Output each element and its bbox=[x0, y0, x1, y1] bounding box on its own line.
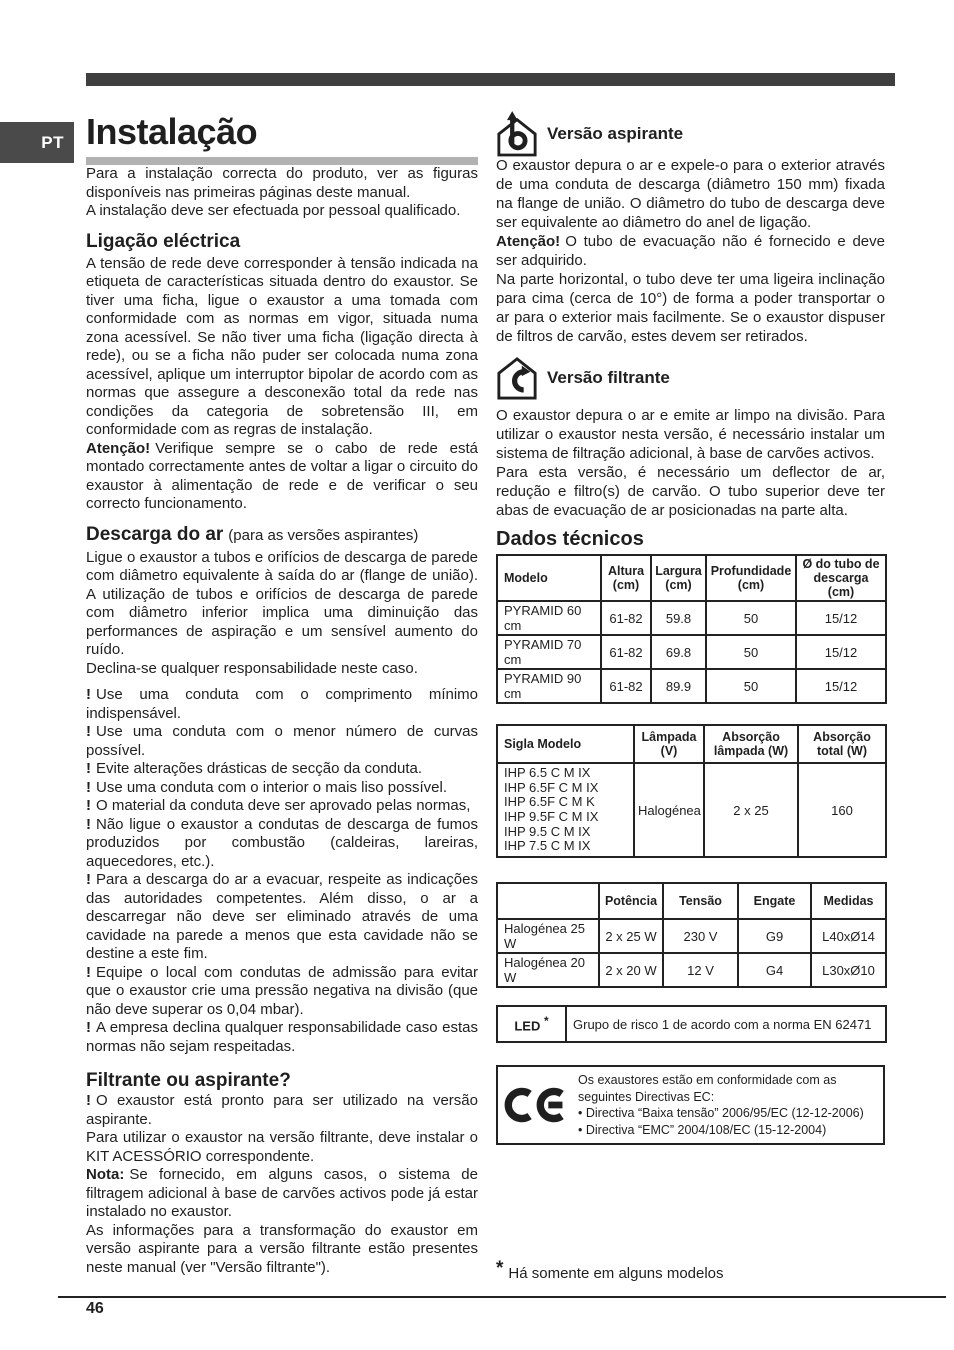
column-header: Ø do tubo de descarga (cm) bbox=[796, 555, 886, 601]
lamp-name-cell: Halogénea 25 W bbox=[497, 919, 599, 953]
dimensions-table bbox=[496, 554, 887, 704]
note-text: Use uma conduta com o comprimento mínimo indispensável. bbox=[86, 686, 478, 722]
suction-version-house-icon bbox=[496, 111, 538, 157]
column-header-empty bbox=[497, 883, 599, 919]
note-item bbox=[86, 816, 478, 872]
filter-q-p3: As informações para a transformação do exaustor em versão aspirante para a versão filtrante estão presentes neste manual (ver "Versão filtrante"). bbox=[86, 1221, 478, 1276]
note-marker: ! bbox=[86, 686, 91, 703]
column-header: Altura (cm) bbox=[601, 555, 651, 601]
note-text: O material da conduta deve ser aprovado pelas normas, bbox=[96, 797, 471, 814]
value-cell: 69.8 bbox=[651, 635, 706, 669]
value-cell: G4 bbox=[738, 953, 811, 987]
table-header-row bbox=[497, 725, 886, 763]
value-cell: 61-82 bbox=[601, 635, 651, 669]
model-cell: PYRAMID 70 cm bbox=[497, 635, 601, 669]
note-text: Use uma conduta com o menor número de curvas possível. bbox=[86, 723, 478, 759]
footer-divider-line bbox=[58, 1296, 946, 1298]
model-list-cell bbox=[497, 763, 634, 857]
lamp-type-cell: Halogénea bbox=[634, 763, 704, 857]
note-item bbox=[86, 797, 478, 816]
section-heading-filter-or-suction: Filtrante ou aspirante? bbox=[86, 1070, 291, 1091]
ce-text bbox=[578, 1072, 883, 1138]
led-asterisk: * bbox=[543, 1014, 549, 1029]
value-cell: 61-82 bbox=[601, 601, 651, 635]
column-header: Absorção lâmpada (W) bbox=[704, 725, 798, 763]
note-marker: ! bbox=[86, 760, 91, 777]
warning-label: Atenção! bbox=[86, 439, 151, 457]
electrical-body: A tensão de rede deve corresponder à tensão indicada na etiqueta de características situada dentro do exaustor. Se tiver uma ficha, ligue o exaustor a uma tomada com conformidade com as normas em vigor, situada numa zona acessível. Se não tiver uma ficha (ligação directa à rede), ou se a ficha não puder ser colocada numa zona acessível, aplique um interruptor bipolar de acordo com as normas que assegure a desconexão total da rede nas condições da categoria de sobretensão III, em conformidade com as regras de instalação. bbox=[86, 254, 478, 438]
model-code: IHP 7.5 C M IX bbox=[504, 838, 591, 854]
note-item bbox=[86, 1019, 478, 1056]
table-row bbox=[497, 1006, 886, 1042]
column-header: Modelo bbox=[497, 555, 601, 601]
halogen-table bbox=[496, 882, 887, 988]
note-text: A empresa declina qualquer responsabilidade caso estas normas não sejam respeitadas. bbox=[86, 1019, 478, 1055]
value-cell: 50 bbox=[706, 635, 796, 669]
top-divider-bar bbox=[86, 73, 895, 86]
warning-label: Atenção! bbox=[496, 233, 561, 250]
language-tab-label: PT bbox=[41, 132, 64, 152]
model-code: IHP 9.5F C M IX bbox=[504, 809, 599, 824]
note-text: Não ligue o exaustor a condutas de descarga de fumos produzidos por combustão (caldeiras, lareiras, aquecedores, etc.). bbox=[86, 815, 478, 870]
table-row bbox=[497, 635, 886, 669]
note-text: Para a descarga do ar a evacuar, respeite as indicações das autoridades competentes. Além disso, o ar a descarregar não deve ser eliminado através de uma cavidade na parede a menos que esta cavidade não se destine a este fim. bbox=[86, 871, 478, 962]
note-marker: ! bbox=[86, 797, 91, 814]
model-cell: PYRAMID 90 cm bbox=[497, 669, 601, 703]
ce-conformity-box bbox=[496, 1065, 885, 1145]
table-row bbox=[497, 669, 886, 703]
filter-version-heading: Versão filtrante bbox=[547, 368, 670, 387]
suction-version-header bbox=[496, 112, 885, 156]
note-item bbox=[86, 723, 478, 760]
note-text: O exaustor está pronto para ser utilizado na versão aspirante. bbox=[86, 1092, 478, 1128]
note-marker: ! bbox=[86, 723, 91, 740]
note-marker: ! bbox=[86, 871, 91, 888]
title-underline-bar bbox=[86, 157, 478, 165]
column-header: Sigla Modelo bbox=[497, 725, 634, 763]
value-cell: G9 bbox=[738, 919, 811, 953]
discharge-body: Ligue o exaustor a tubos e orifícios de descarga de parede com diâmetro equivalente à saída do ar (flange de união). A utilização de tubos e orifícios de descarga de parede com diâmetro inferior implica uma diminuição das performances de aspiração e um sensível aumento do ruído. bbox=[86, 548, 478, 658]
value-cell: 89.9 bbox=[651, 669, 706, 703]
table-row bbox=[497, 763, 886, 857]
filter-q-p1 bbox=[86, 1092, 478, 1129]
ce-mark-icon bbox=[504, 1084, 568, 1126]
value-cell: 59.8 bbox=[651, 601, 706, 635]
lamp-absorption-cell: 2 x 25 bbox=[704, 763, 798, 857]
note-item bbox=[86, 871, 478, 964]
led-label-cell bbox=[497, 1006, 566, 1042]
value-cell: 50 bbox=[706, 601, 796, 635]
note-text: Use uma conduta com o interior o mais liso possível. bbox=[96, 778, 447, 796]
right-column bbox=[496, 112, 885, 1145]
note-marker: ! bbox=[86, 1019, 91, 1036]
language-tab bbox=[0, 122, 74, 163]
intro-paragraph: A instalação deve ser efectuada por pessoal qualificado. bbox=[86, 202, 461, 219]
section-heading-electrical: Ligação eléctrica bbox=[86, 230, 241, 252]
value-cell: 50 bbox=[706, 669, 796, 703]
table-header-row bbox=[497, 883, 886, 919]
filter-q-note bbox=[86, 1166, 478, 1222]
electrical-warning bbox=[86, 440, 478, 514]
column-header: Medidas bbox=[811, 883, 886, 919]
suction-p2: Na parte horizontal, o tubo deve ter uma ligeira inclinação para cima (cerca de 10°) de forma a poder transportar o ar para o exterior mais facilmente. Se o exaustor dispuser de filtros de carvão, estes devem ser retirados. bbox=[496, 271, 885, 345]
value-cell: 15/12 bbox=[796, 601, 886, 635]
footnote bbox=[496, 1258, 724, 1282]
note-text: Evite alterações drásticas de secção da conduta. bbox=[96, 760, 423, 777]
column-header: Largura (cm) bbox=[651, 555, 706, 601]
filter-version-house-icon bbox=[496, 356, 538, 400]
filter-version-header bbox=[496, 356, 885, 400]
table-header-row bbox=[497, 555, 886, 601]
filter-p2: Para esta versão, é necessário um deflector de ar, redução e filtro(s) de carvão. O tubo superior deve ter abas de evacuação de ar posicionadas na parte alta. bbox=[496, 464, 885, 519]
nota-text: Se fornecido, em alguns casos, o sistema de filtragem adicional à base de carvões activos pode já estar instalado no exaustor. bbox=[86, 1166, 478, 1220]
column-header: Potência bbox=[599, 883, 663, 919]
column-header: Lâmpada (V) bbox=[634, 725, 704, 763]
value-cell: 61-82 bbox=[601, 669, 651, 703]
table-row bbox=[497, 919, 886, 953]
heading-text: Descarga do ar bbox=[86, 523, 224, 545]
value-cell: 2 x 25 W bbox=[599, 919, 663, 953]
note-marker: ! bbox=[86, 778, 91, 796]
ce-directive: • Directiva “EMC” 2004/108/EC (15-12-2004) bbox=[578, 1122, 827, 1137]
model-code: IHP 9.5 C M IX bbox=[504, 823, 591, 839]
suction-p1: O exaustor depura o ar e expele-o para o exterior através de uma conduta de descarga (diâmetro 150 mm) fixada na flange de união. O diâmetro do tubo de descarga deve ser equivalente ao diâmetro do anel de ligação. bbox=[496, 157, 885, 231]
note-marker: ! bbox=[86, 963, 91, 981]
led-label: LED bbox=[514, 1018, 541, 1034]
value-cell: 2 x 20 W bbox=[599, 953, 663, 987]
model-cell: PYRAMID 60 cm bbox=[497, 601, 601, 635]
note-marker: ! bbox=[86, 1092, 91, 1109]
footnote-asterisk: * bbox=[496, 1258, 504, 1279]
discharge-body-2: Declina-se qualquer responsabilidade neste caso. bbox=[86, 659, 418, 677]
nota-label: Nota: bbox=[86, 1166, 125, 1183]
warning-text: Verifique sempre se o cabo de rede está montado correctamente antes de voltar a ligar o circuito do exaustor à alimentação de rede e de verificar o seu correcto funcionamento. bbox=[86, 439, 478, 512]
model-code: IHP 6.5F C M IX bbox=[504, 779, 599, 795]
page-title: Instalação bbox=[86, 111, 258, 152]
note-item bbox=[86, 964, 478, 1020]
column-header: Engate bbox=[738, 883, 811, 919]
heading-suffix: (para as versões aspirantes) bbox=[228, 526, 419, 544]
note-marker: ! bbox=[86, 815, 91, 833]
model-code: IHP 6.5 C M IX bbox=[504, 765, 591, 781]
table-row bbox=[497, 953, 886, 987]
discharge-notes bbox=[86, 686, 478, 1056]
warning-text: O tubo de evacuação não é fornecido e deve ser adquirido. bbox=[496, 233, 885, 269]
suction-warning bbox=[496, 232, 885, 270]
filter-p1: O exaustor depura o ar e emite ar limpo na divisão. Para utilizar o exaustor nesta versão, é necessário instalar um sistema de filtração adicional, à base de carvões activos. bbox=[496, 407, 885, 462]
column-header: Absorção total (W) bbox=[798, 725, 886, 763]
value-cell: L30xØ10 bbox=[811, 953, 886, 987]
table-row bbox=[497, 601, 886, 635]
note-item bbox=[86, 779, 478, 798]
note-item bbox=[86, 686, 478, 723]
footnote-text: Há somente em alguns modelos bbox=[508, 1265, 724, 1282]
column-header: Profundidade (cm) bbox=[706, 555, 796, 601]
section-heading-technical-data: Dados técnicos bbox=[496, 528, 644, 550]
value-cell: 12 V bbox=[663, 953, 738, 987]
value-cell: 230 V bbox=[663, 919, 738, 953]
column-header: Tensão bbox=[663, 883, 738, 919]
filter-q-p2: Para utilizar o exaustor na versão filtrante, deve instalar o KIT ACESSÓRIO correspondente. bbox=[86, 1129, 478, 1165]
note-item bbox=[86, 760, 478, 779]
left-column bbox=[86, 112, 478, 1277]
value-cell: 15/12 bbox=[796, 635, 886, 669]
total-absorption-cell: 160 bbox=[798, 763, 886, 857]
model-code: IHP 6.5F C M K bbox=[504, 794, 595, 810]
suction-version-heading: Versão aspirante bbox=[547, 124, 684, 143]
led-table bbox=[496, 1005, 887, 1043]
value-cell: L40xØ14 bbox=[811, 919, 886, 953]
lamp-name-cell: Halogénea 20 W bbox=[497, 953, 599, 987]
value-cell: 15/12 bbox=[796, 669, 886, 703]
intro-paragraph: Para a instalação correcta do produto, ver as figuras disponíveis nas primeiras páginas deste manual. bbox=[86, 165, 478, 201]
section-heading-air-discharge bbox=[86, 524, 478, 547]
page-number: 46 bbox=[86, 1300, 104, 1317]
led-text-cell: Grupo de risco 1 de acordo com a norma EN 62471 bbox=[566, 1006, 886, 1042]
lamp-table bbox=[496, 724, 887, 858]
ce-intro: Os exaustores estão em conformidade com as seguintes Directivas EC: bbox=[578, 1073, 837, 1104]
ce-directive: • Directiva “Baixa tensão” 2006/95/EC (12-12-2006) bbox=[578, 1106, 864, 1120]
note-text: Equipe o local com condutas de admissão para evitar que o exaustor crie uma pressão negativa na divisão (que não deve superar os 0,04 mbar). bbox=[86, 963, 478, 1018]
